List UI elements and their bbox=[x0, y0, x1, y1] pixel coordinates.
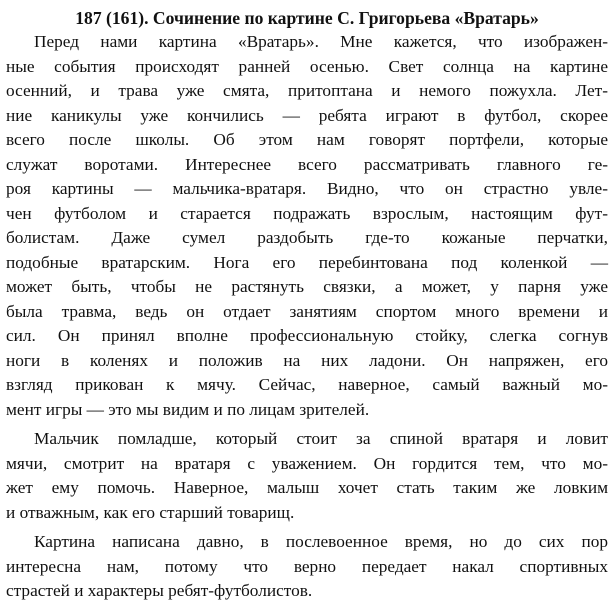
text-line: жет ему помочь. Наверное, малыш хочет стать таким же ловким bbox=[6, 478, 608, 497]
text-line: интересна нам, потому что верно передает накал спортивных bbox=[6, 556, 608, 576]
text-line: служат воротами. Интереснее всего рассматривать главного ге- bbox=[6, 154, 608, 174]
essay-title: 187 (161). Сочинение по картине С. Григорьева «Вратарь» bbox=[75, 8, 539, 28]
paragraph-3 bbox=[6, 530, 608, 604]
text-line: может быть, чтобы не растянуть связки, а может, у парня уже bbox=[6, 277, 608, 296]
text-line: взгляд прикован к мячу. Сейчас, наверное, самый важный мо- bbox=[6, 375, 608, 394]
paragraph-2 bbox=[6, 427, 608, 525]
text-line: болистам. Даже сумел раздобыть где-то кожаные перчатки, bbox=[6, 228, 608, 247]
text-line: Перед нами картина «Вратарь». Мне кажется, что изображен- bbox=[34, 32, 608, 51]
text-line: чен футболом и старается подражать взрослым, настоящим фут- bbox=[6, 203, 608, 223]
text-line: мент игры — это мы видим и по лицам зрителей. bbox=[6, 399, 370, 419]
text-line: сил. Он принял вполне профессиональную стойку, слегка согнув bbox=[6, 326, 608, 345]
text-line: всего после школы. Об этом нам говорят портфели, которые bbox=[6, 130, 608, 149]
paragraph-1 bbox=[6, 30, 608, 422]
text-line: страстей и характеры ребят-футболистов. bbox=[6, 581, 313, 600]
text-line: Картина написана давно, в послевоенное время, но до сих пор bbox=[34, 532, 608, 551]
text-line: ноги в коленях и положив на них ладони. Он напряжен, его bbox=[6, 350, 608, 370]
text-line: подобные вратарским. Нога его перебинтована под коленкой — bbox=[6, 252, 608, 272]
text-line: роя картины — мальчика-вратаря. Видно, что он страстно увле- bbox=[6, 179, 608, 198]
text-line: ные события происходят ранней осенью. Свет солнца на картине bbox=[6, 56, 608, 76]
text-line: была травма, ведь он отдает занятиям спортом много времени и bbox=[6, 301, 608, 321]
text-line: Мальчик помладше, который стоит за спиной вратаря и ловит bbox=[34, 429, 608, 448]
text-line: и отважным, как его старший товарищ. bbox=[6, 502, 295, 522]
document-page bbox=[6, 6, 608, 604]
text-line: осенний, и трава уже смята, притоптана и немого пожухла. Лет- bbox=[6, 81, 608, 100]
text-line: мячи, смотрит на вратаря с уважением. Он гордится тем, что мо- bbox=[6, 453, 608, 473]
text-line: ние каникулы уже кончились — ребята играют в футбол, скорее bbox=[6, 105, 608, 125]
